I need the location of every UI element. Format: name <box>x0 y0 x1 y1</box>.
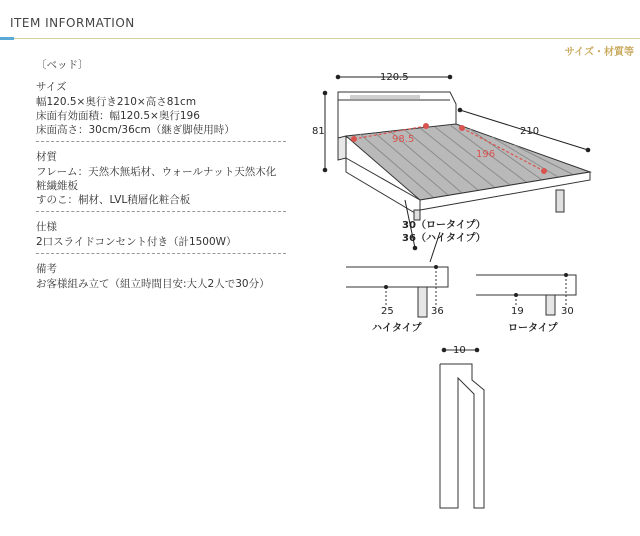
page-title: ITEM INFORMATION <box>10 16 135 30</box>
high-height-type: （ハイタイプ） <box>416 233 486 244</box>
headboard-shelf <box>350 95 420 99</box>
high-leg-a-label: 25 <box>381 306 394 317</box>
headboard-depth-label: 10 <box>453 345 466 356</box>
low-leg-a-label: 19 <box>511 306 524 317</box>
spec-block-title: 備考 <box>36 263 57 275</box>
spec-line: 床面有効面積：幅120.5×奥行196 <box>36 110 200 122</box>
spec-line: 粧繊維板 <box>36 180 78 192</box>
high-type-label: ハイタイプ <box>372 323 422 334</box>
low-height-type: （ロータイプ） <box>416 220 486 231</box>
spec-line: 床面高さ：30cm/36cm（継ぎ脚使用時） <box>36 124 235 136</box>
inner-width-label: 98.5 <box>392 134 415 145</box>
left-post <box>338 136 346 160</box>
spec-block-title: 仕様 <box>36 221 57 233</box>
depth-label: 210 <box>520 126 540 137</box>
high-height-value: 36 <box>402 233 416 244</box>
high-leg-b-label: 36 <box>431 306 444 317</box>
headboard-profile <box>440 350 484 508</box>
height-label: 81 <box>312 126 325 137</box>
spec-line: すのこ：桐材、LVL積層化粧合板 <box>36 194 191 206</box>
inner-depth-label: 196 <box>476 149 496 160</box>
spec-line: 幅120.5×奥行き210×高さ81cm <box>36 96 197 108</box>
bed-leg <box>556 190 564 212</box>
low-leg-b-label: 30 <box>561 306 574 317</box>
spec-line: お客様組み立て（組立時間目安:大人2人で30分） <box>36 278 270 290</box>
width-label: 120.5 <box>380 72 409 83</box>
low-height-value: 30 <box>402 220 416 231</box>
spec-block-title: サイズ <box>36 81 67 93</box>
spec-category: 〔ベッド〕 <box>36 59 89 71</box>
low-type-label: ロータイプ <box>508 323 558 334</box>
bed-leg <box>414 210 420 220</box>
section-tag: サイズ・材質等 <box>564 47 634 58</box>
spec-line: 2口スライドコンセント付き（計1500W） <box>36 236 237 248</box>
spec-block-title: 材質 <box>36 151 57 163</box>
spec-line: フレーム：天然木無垢材、ウォールナット天然木化 <box>36 166 277 178</box>
